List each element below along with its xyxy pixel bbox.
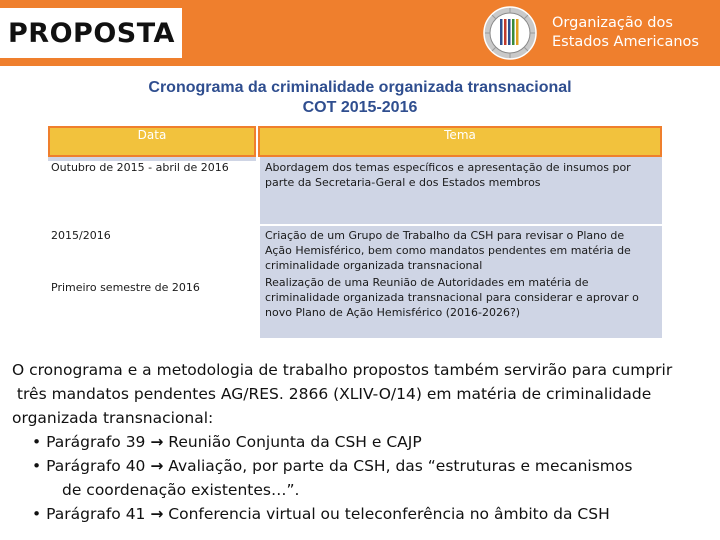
bullet-item-2-continuation: de coordenação existentes…”. <box>62 481 300 499</box>
table-header-data <box>48 126 256 157</box>
bullet-item-2 <box>12 454 718 478</box>
org-name-line1: Organização dos <box>552 15 673 31</box>
bullet-text: Avaliação, por parte da CSH, das “estruturas e mecanismos <box>168 457 633 475</box>
bullet-ref: Parágrafo 40 <box>46 457 146 475</box>
bullet-icon: • <box>32 457 42 475</box>
table-row-2-tema: Criação de um Grupo de Trabalho da CSH para revisar o Plano de Ação Hemisférico, bem como mandatos pendentes em matéria de criminalidade organizada transnacional <box>265 229 631 272</box>
bullet-ref: Parágrafo 41 <box>46 505 146 523</box>
bullet-text: Conferencia virtual ou teleconferência no âmbito da CSH <box>168 505 610 523</box>
bullet-icon: • <box>32 433 42 451</box>
slide-title <box>0 78 720 118</box>
bullet-text: Reunião Conjunta da CSH e CAJP <box>168 433 422 451</box>
paragraph-line: O cronograma e a metodologia de trabalho propostos também servirão para cumprir <box>12 361 673 379</box>
paragraph-line: três mandatos pendentes AG/RES. 2866 (XLIV-O/14) em matéria de criminalidade <box>12 385 652 403</box>
bullet-item-1 <box>12 430 718 454</box>
paragraph-line: organizada transnacional: <box>12 409 214 427</box>
table-header-tema <box>258 126 662 157</box>
bullet-icon: • <box>32 505 42 523</box>
slide-title-line1: Cronograma da criminalidade organizada transnacional <box>148 79 572 96</box>
arrow-right-icon: → <box>150 505 164 523</box>
org-name-line2: Estados Americanos <box>552 34 699 50</box>
table-row-3-date: Primeiro semestre de 2016 <box>51 281 200 294</box>
header-bar <box>0 0 720 66</box>
arrow-right-icon: → <box>150 457 164 475</box>
table-row-1-tema: Abordagem dos temas específicos e apresentação de insumos por parte da Secretaria-Geral e dos Estados membros <box>265 161 631 189</box>
bullet-ref: Parágrafo 39 <box>46 433 146 451</box>
schedule-table <box>48 126 662 338</box>
page-title: PROPOSTA <box>8 17 175 49</box>
oas-seal-icon <box>483 6 537 60</box>
table-row-2-date: 2015/2016 <box>51 229 111 242</box>
arrow-right-icon: → <box>150 433 164 451</box>
slide-title-line2: COT 2015-2016 <box>302 99 418 116</box>
table-row-3-tema: Realização de uma Reunião de Autoridades em matéria de criminalidade organizada transnacional para considerar e aprovar o novo Plano de Ação Hemisférico (2016-2026?) <box>265 276 639 319</box>
body-text <box>12 358 718 526</box>
bullet-item-3 <box>12 502 718 526</box>
column-header-tema: Tema <box>444 128 476 142</box>
title-box <box>0 8 182 58</box>
org-name <box>552 14 699 52</box>
column-header-data: Data <box>137 128 167 142</box>
table-row-1-date: Outubro de 2015 - abril de 2016 <box>51 161 229 174</box>
